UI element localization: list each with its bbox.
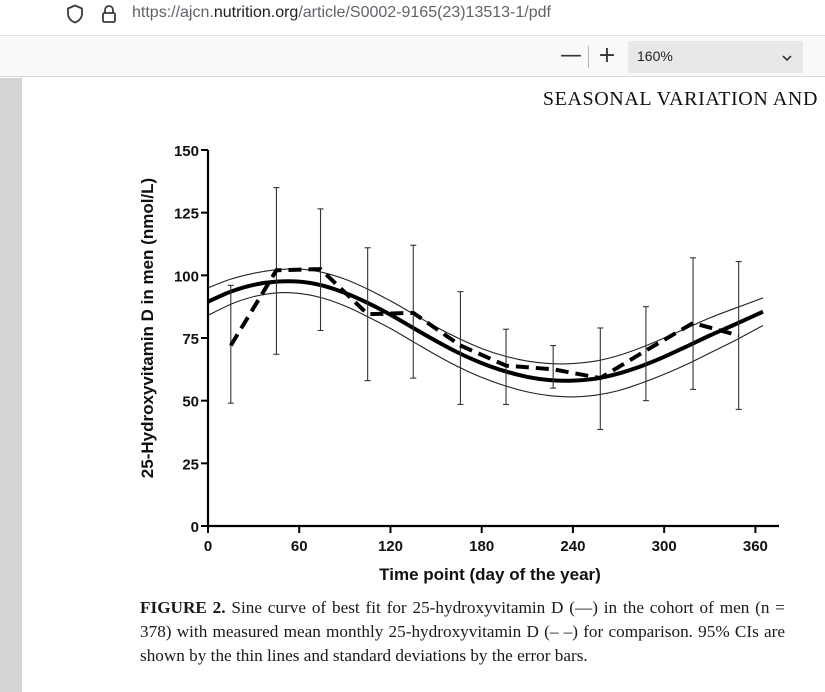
x-tick-label: 300 (651, 538, 677, 555)
address-bar[interactable] (0, 0, 825, 36)
url-prefix: https://ajcn. (132, 4, 214, 21)
y-tick-label: 75 (182, 331, 199, 348)
figure-chart (22, 78, 825, 598)
x-tick-label: 60 (290, 538, 308, 555)
x-tick-label: 180 (469, 538, 495, 555)
y-tick-label: 0 (190, 519, 199, 536)
error-bar (643, 307, 649, 401)
zoom-level-value: 160% (637, 48, 673, 64)
url-path: /article/S0002-9165(23)13513-1/pdf (298, 4, 551, 21)
url-text[interactable] (132, 4, 551, 22)
x-tick-label: 120 (377, 538, 403, 555)
error-bar (365, 248, 371, 381)
running-head: SEASONAL VARIATION AND (542, 88, 818, 110)
toolbar-separator (588, 46, 589, 68)
pdf-toolbar (0, 37, 825, 77)
shield-icon[interactable] (64, 3, 86, 25)
chevron-down-icon (781, 51, 793, 63)
zoom-in-button[interactable]: + (597, 43, 617, 68)
url-domain: nutrition.org (213, 4, 299, 21)
y-tick-label: 50 (182, 393, 199, 411)
x-tick-label: 360 (742, 538, 768, 555)
y-tick-label: 150 (173, 143, 199, 160)
y-axis-label: 25-Hydroxyvitamin D in men (nmol/L) (138, 177, 157, 479)
pdf-viewer[interactable] (0, 78, 825, 692)
y-tick-label: 125 (173, 205, 199, 223)
x-tick-label: 240 (560, 538, 586, 555)
x-tick-label: 0 (203, 538, 213, 555)
lock-icon[interactable] (98, 3, 120, 25)
figure-caption (140, 596, 785, 668)
y-tick-label: 25 (182, 456, 199, 474)
y-tick-label: 100 (173, 268, 199, 286)
caption-text: Sine curve of best fit for 25-hydroxyvitamin D (—) in the cohort of men (n = 378) with measured mean monthly 25-hydroxyvitamin D (– –) for comparison. 95% CIs are shown by the thin lines and standard deviations by the error bars. (140, 598, 785, 665)
pdf-page (22, 78, 825, 692)
zoom-select[interactable] (628, 41, 803, 73)
ci-lower-line (208, 293, 763, 397)
zoom-out-button[interactable]: — (560, 43, 582, 68)
x-axis-label: Time point (day of the year) (379, 565, 601, 584)
caption-label: FIGURE 2. (140, 598, 226, 617)
monthly-mean-line (231, 269, 739, 378)
